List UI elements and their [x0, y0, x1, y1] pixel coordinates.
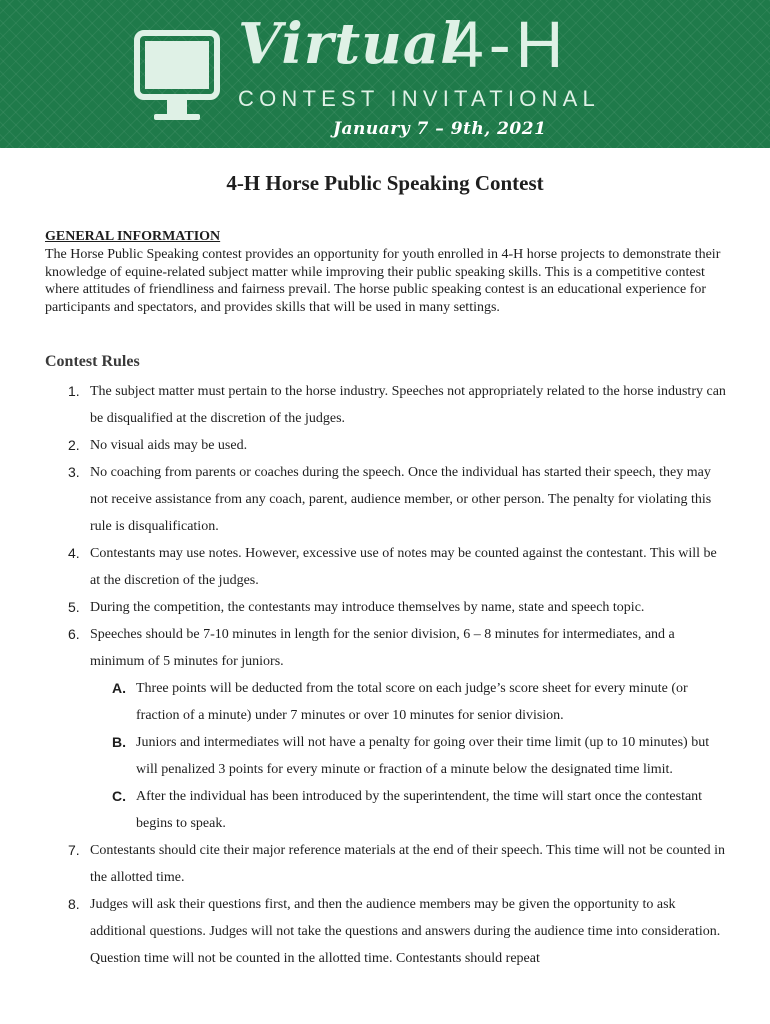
banner-contest-invitational: CONTEST INVITATIONAL [238, 86, 600, 111]
general-information-text: The Horse Public Speaking contest provides an opportunity for youth enrolled in 4-H horse projects to demonstrate their knowledge of equine-related subject matter while improving their public speaking skills. This is a competitive contest where attitudes of friendliness and fairness prevail. The horse public speaking contest is an educational experience for participants and spectators, and provides skills that will be used in many settings. [45, 247, 721, 315]
rule-item [68, 459, 728, 540]
rule-text: During the competition, the contestants may introduce themselves by name, state and speech topic. [90, 600, 645, 615]
banner-4h-text: 4-H [447, 7, 569, 81]
subrule-letter: B. [112, 734, 126, 750]
contest-rules-list [68, 378, 728, 972]
rule-text: Judges will ask their questions first, and then the audience members may be given the opportunity to ask additional questions. Judges will not take the questions and answers during the audience time into consideration. Question time will not be counted in the allotted time. Contestants should repeat [90, 897, 721, 966]
rule-item [68, 378, 728, 432]
subrule-text: After the individual has been introduced by the superintendent, the time will start once the contestant begins to speak. [136, 789, 703, 831]
rule-number: 2. [68, 437, 80, 453]
rule-item [68, 594, 728, 621]
rule-text: Speeches should be 7-10 minutes in length for the senior division, 6 – 8 minutes for intermediates, and a minimum of 5 minutes for juniors. [90, 627, 675, 669]
rule-item [68, 837, 728, 891]
rule-item [68, 621, 728, 837]
rule-number: 8. [68, 896, 80, 912]
subrule-item [90, 783, 728, 837]
page-title: 4-H Horse Public Speaking Contest [226, 171, 544, 195]
rule-sublist [90, 675, 728, 837]
rule-number: 7. [68, 842, 80, 858]
computer-monitor-icon [134, 30, 220, 124]
contest-rules-heading: Contest Rules [45, 353, 140, 370]
rule-number: 5. [68, 599, 80, 615]
rule-text: Contestants should cite their major reference materials at the end of their speech. This time will not be counted in the allotted time. [90, 843, 725, 885]
subrule-letter: C. [112, 788, 126, 804]
rule-text: No visual aids may be used. [90, 438, 248, 453]
rule-item [68, 540, 728, 594]
rule-text: No coaching from parents or coaches during the speech. Once the individual has started their speech, they may not receive assistance from any coach, parent, audience member, or other person. The penalty for violating this rule is disqualification. [90, 465, 712, 534]
rule-text: The subject matter must pertain to the horse industry. Speeches not appropriately related to the horse industry can be disqualified at the discretion of the judges. [90, 384, 726, 426]
rule-number: 3. [68, 464, 80, 480]
rule-number: 1. [68, 383, 80, 399]
subrule-item [90, 729, 728, 783]
banner-virtual-text: Virtual [238, 11, 463, 77]
rule-item [68, 891, 728, 972]
subrule-text: Juniors and intermediates will not have a penalty for going over their time limit (up to 10 minutes) but will penalized 3 points for every minute or fraction of a minute below the designated time limit. [136, 735, 710, 777]
header-banner [0, 0, 770, 148]
rule-number: 6. [68, 626, 80, 642]
rule-number: 4. [68, 545, 80, 561]
subrule-letter: A. [112, 680, 126, 696]
rule-text: Contestants may use notes. However, excessive use of notes may be counted against the contestant. This will be at the discretion of the judges. [90, 546, 717, 588]
subrule-item [90, 675, 728, 729]
rule-item [68, 432, 728, 459]
general-information-heading: GENERAL INFORMATION [45, 229, 221, 244]
banner-date: January 7 – 9th, 2021 [333, 119, 547, 139]
subrule-text: Three points will be deducted from the total score on each judge’s score sheet for every minute (or fraction of a minute) under 7 minutes or over 10 minutes for senior division. [136, 681, 688, 723]
